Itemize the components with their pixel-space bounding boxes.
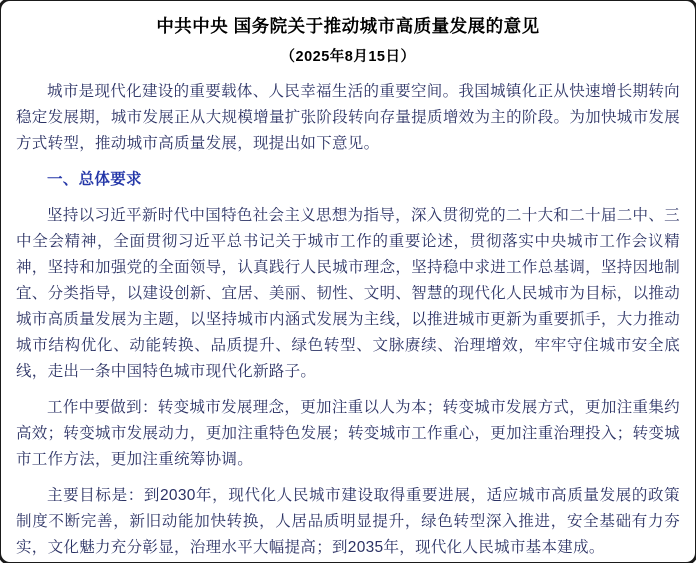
- section-heading: 一、总体要求: [47, 171, 142, 189]
- document-title: 中共中央 国务院关于推动城市高质量发展的意见: [156, 16, 540, 36]
- document-date: （2025年8月15日）: [280, 49, 416, 66]
- body-paragraph: 主要目标是：到2030年，现代化人民城市建设取得重要进展，适应城市高质量发展的政策制度不断完善，新旧动能加快转换，人居品质明显提升，绿色转型深入推进，安全基础有力夯实，文化魅力充分彰显，治理水平大幅提高；到2035年，现代化人民城市基本建成。: [16, 487, 680, 557]
- document-body: [16, 79, 680, 561]
- body-paragraph: 坚持以习近平新时代中国特色社会主义思想为指导，深入贯彻党的二十大和二十届二中、三中全会精神，全面贯彻习近平总书记关于城市工作的重要论述，贯彻落实中央城市工作会议精神，坚持和加强党的全面领导，认真践行人民城市理念，坚持稳中求进工作总基调，坚持因地制宜、分类指导，以建设创新、宜居、美丽、韧性、文明、智慧的现代化人民城市为目标，以推动城市高质量发展为主题，以坚持城市内涵式发展为主线，以推进城市更新为重要抓手，大力推动城市结构优化、动能转换、品质提升、绿色转型、文脉赓续、治理增效，牢牢守住城市安全底线，走出一条中国特色城市现代化新路子。: [16, 207, 680, 381]
- body-paragraph: 城市是现代化建设的重要载体、人民幸福生活的重要空间。我国城镇化正从快速增长期转向稳定发展期，城市发展正从大规模增量扩张阶段转向存量提质增效为主的阶段。为加快城市发展方式转型，推动城市高质量发展，现提出如下意见。: [16, 83, 680, 153]
- body-paragraph: 工作中要做到：转变城市发展理念，更加注重以人为本；转变城市发展方式，更加注重集约高效；转变城市发展动力，更加注重特色发展；转变城市工作重心，更加注重治理投入；转变城市工作方法，更加注重统筹协调。: [16, 399, 680, 469]
